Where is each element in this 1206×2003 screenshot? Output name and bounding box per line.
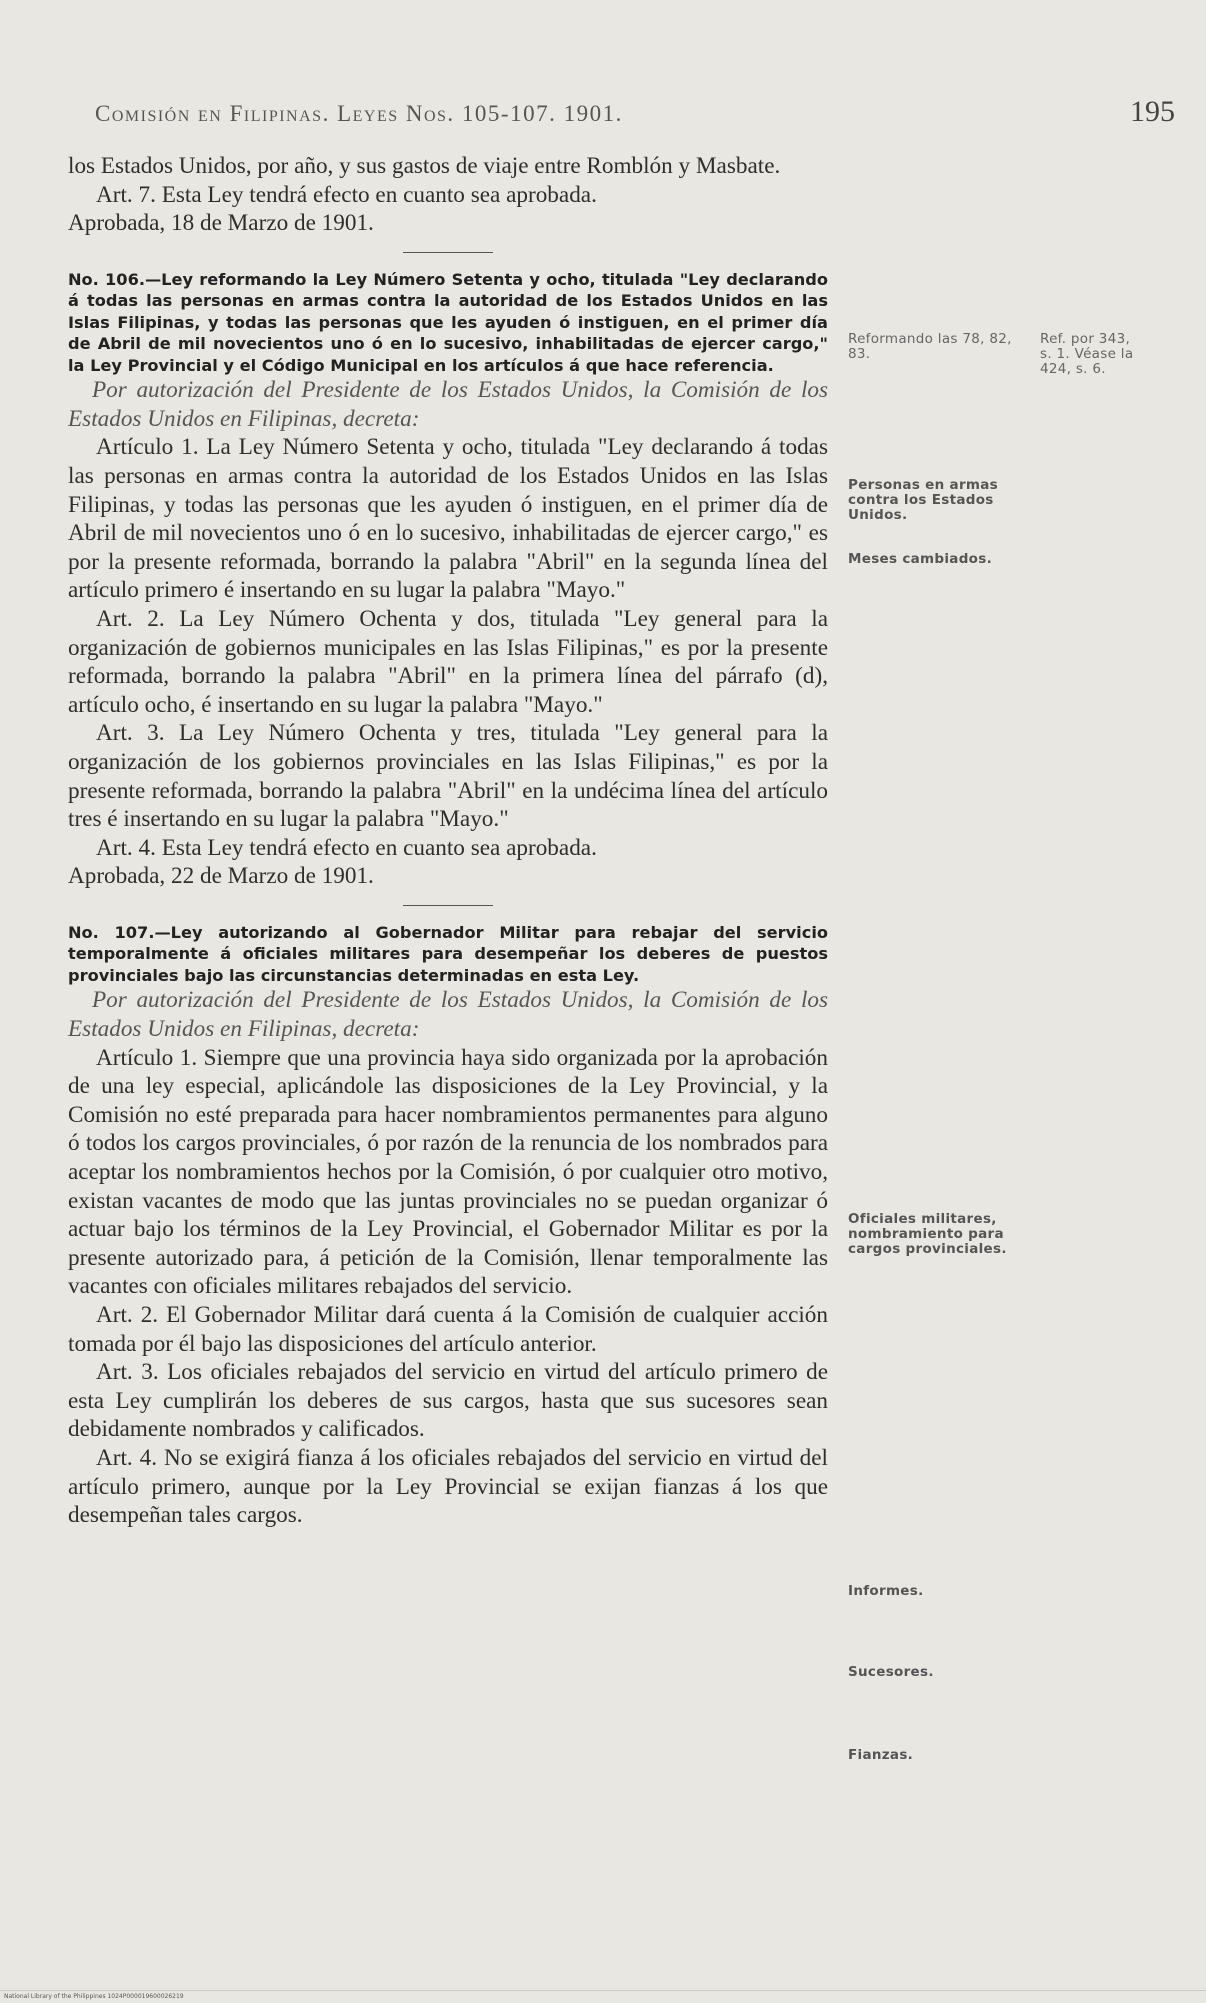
scan-credit: National Library of the Philippines 1024P000019600026219 bbox=[4, 1993, 184, 2000]
law107-enacting-clause: Por autorización del Presidente de los Estados Unidos, la Comisión de los Estados Unidos en Filipinas, decreta: bbox=[68, 987, 828, 1043]
margin-note-oficiales: Oficiales militares, nombramiento para cargos provinciales. bbox=[848, 1211, 1007, 1257]
law106-article-3: Art. 3. La Ley Número Ochenta y tres, titulada "Ley general para la organización de los gobiernos provinciales en las Islas Filipinas," es por la presente reformada, borrando la palabra "Abril" en la undécima línea del artículo tres é insertando en su lugar la palabra "Mayo." bbox=[68, 720, 828, 833]
law107-title: No. 107.—Ley autorizando al Gobernador Militar para rebajar del servicio temporalmente á oficiales militares para desempeñar los deberes de puestos provinciales bajo las circunstancias determinadas en esta Ley. bbox=[68, 922, 828, 985]
running-head: Comisión en Filipinas. Leyes Nos. 105-107. 1901. bbox=[95, 101, 623, 126]
margin-note-informes: Informes. bbox=[848, 1583, 924, 1599]
footer-divider bbox=[0, 1990, 1206, 1991]
law106-enacting-clause: Por autorización del Presidente de los Estados Unidos, la Comisión de los Estados Unidos en Filipinas, decreta: bbox=[68, 377, 828, 432]
page-number: 195 bbox=[1130, 95, 1175, 128]
margin-note-fianzas: Fianzas. bbox=[848, 1747, 914, 1763]
law105-continuation: los Estados Unidos, por año, y sus gastos de viaje entre Romblón y Masbate. bbox=[68, 153, 781, 179]
law106-approval-date: Aprobada, 22 de Marzo de 1901. bbox=[68, 863, 374, 890]
section-divider bbox=[403, 252, 493, 253]
law107-article-4: Art. 4. No se exigirá fianza á los oficiales rebajados del servicio en virtud del artículo primero, aunque por la Ley Provincial se exijan fianzas á los que desempeñan tales cargos. bbox=[68, 1444, 828, 1529]
law105-article-7: Art. 7. Esta Ley tendrá efecto en cuanto sea aprobada. bbox=[96, 181, 597, 208]
law105-approval-date: Aprobada, 18 de Marzo de 1901. bbox=[68, 210, 374, 237]
margin-note-reformando: Reformando las 78, 82, 83. bbox=[848, 331, 1012, 362]
section-divider bbox=[403, 905, 493, 906]
margin-note-personas: Personas en armas contra los Estados Unidos. bbox=[848, 477, 999, 523]
margin-note-ref: Ref. por 343, s. 1. Véase la 424, s. 6. bbox=[1040, 331, 1134, 377]
law106-title: No. 106.—Ley reformando la Ley Número Setenta y ocho, titulada "Ley declarando á todas las personas en armas contra la autoridad de los Estados Unidos en las Islas Filipinas, y todas las personas que les ayuden ó instiguen, en el primer día de Abril de mil novecientos uno ó en lo sucesivo, inhabilitadas de ejercer cargo," la Ley Provincial y el Código Municipal en los artículos á que hace referencia. bbox=[68, 269, 828, 375]
law107-article-3: Art. 3. Los oficiales rebajados del servicio en virtud del artículo primero de esta Ley cumplirán los deberes de sus cargos, hasta que sus sucesores sean debidamente nombrados y calificados. bbox=[68, 1359, 828, 1443]
margin-note-sucesores: Sucesores. bbox=[848, 1664, 934, 1680]
law106-article-4: Art. 4. Esta Ley tendrá efecto en cuanto sea aprobada. bbox=[96, 834, 597, 861]
page-header bbox=[95, 95, 1175, 135]
main-text bbox=[68, 152, 828, 1530]
law106-article-1: Artículo 1. La Ley Número Setenta y ocho, titulada "Ley declarando á todas las personas en armas contra la autoridad de los Estados Unidos en las Islas Filipinas, y todas las personas que les ayuden ó instiguen, en el primer día de Abril de mil novecientos uno ó en lo sucesivo, inhabilitadas de ejercer cargo," es por la presente reformada, borrando la palabra "Abril" en la segunda línea del artículo primero é insertando en su lugar la palabra "Mayo." bbox=[68, 434, 828, 604]
law107-article-1: Artículo 1. Siempre que una provincia haya sido organizada por la aprobación de una ley especial, aplicándole las disposiciones de la Ley Provincial, y la Comisión no esté preparada para hacer nombramientos permanentes para alguno ó todos los cargos provinciales, ó por razón de la renuncia de los nombrados para aceptar los nombramientos hechos por la Comisión, ó por cualquier otro motivo, existan vacantes de modo que las juntas provinciales no se puedan organizar ó actuar bajo los términos de la Ley Provincial, el Gobernador Militar es por la presente autorizado para, á petición de la Comisión, llenar temporalmente las vacantes con oficiales militares rebajados del servicio. bbox=[68, 1044, 828, 1300]
law106-article-2: Art. 2. La Ley Número Ochenta y dos, titulada "Ley general para la organización de gobiernos municipales en las Islas Filipinas," es por la presente reformada, borrando la palabra "Abril" en la primera línea del párrafo (d), artículo ocho, é insertando en su lugar la palabra "Mayo." bbox=[68, 606, 828, 718]
margin-note-meses: Meses cambiados. bbox=[848, 551, 992, 567]
law107-article-2: Art. 2. El Gobernador Militar dará cuenta á la Comisión de cualquier acción tomada por él bajo las disposiciones del artículo anterior. bbox=[68, 1302, 828, 1357]
